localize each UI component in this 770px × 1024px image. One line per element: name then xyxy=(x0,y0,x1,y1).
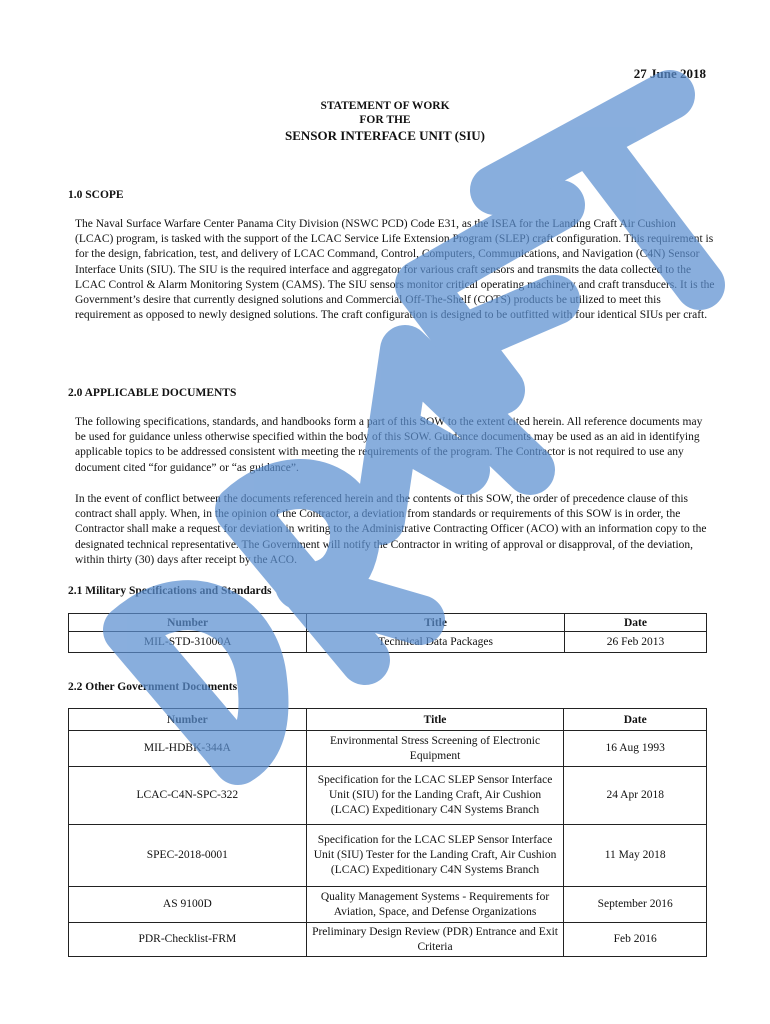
scope-paragraph: The Naval Surface Warfare Center Panama City Division (NSWC PCD) Code E31, as the ISEA for the Landing Craft Air Cushion (LCAC) program, is tasked with the support of the LCAC Service Life Extension Program (SLEP) craft configuration. This requirement is for the design, fabrication, test, and delivery of LCAC Command, Control, Computers, Communications, and Navigation (C4N) Sensor Interface Units (SIU). The SIU is the required interface and aggregator for various craft sensors and transmits the data collected to the LCAC Control & Alarm Monitoring System (CAMS). The SIU sensors monitor critical operating machinery and craft transducers. It is the Government’s desire that currently designed solutions and Commercial Off-The-Shelf (COTS) products be utilized to meet this requirement as opposed to newly designed solutions. The craft configuration is designed to be outfitted with four identical SIUs per craft. xyxy=(75,218,715,322)
applicable-paragraph-1: The following specifications, standards, and handbooks form a part of this SOW to the extent cited herein. All reference documents may be used for guidance unless otherwise specified within the body of this SOW. Guidance documents may be used as an aid in identifying applicable topics to be addressed consistent with meeting the requirements of the program. The Contractor is not required to use any document cited “for guidance” or “as guidance”. xyxy=(75,416,703,474)
column-header-number: Number xyxy=(69,709,307,731)
applicable-documents-heading: 2.0 APPLICABLE DOCUMENTS xyxy=(68,387,237,399)
title-line-2: FOR THE xyxy=(359,114,411,126)
title-line-3: SENSOR INTERFACE UNIT (SIU) xyxy=(285,128,485,143)
column-header-title: Title xyxy=(306,709,564,731)
table-row xyxy=(69,887,707,923)
cell-number: LCAC-C4N-SPC-322 xyxy=(69,767,307,825)
document-date: 27 June 2018 xyxy=(633,66,706,81)
cell-title: Technical Data Packages xyxy=(307,632,565,653)
military-specs-heading: 2.1 Military Specifications and Standards xyxy=(68,585,272,597)
cell-number: AS 9100D xyxy=(69,887,307,923)
cell-number: MIL-HDBK-344A xyxy=(69,731,307,767)
cell-date: September 2016 xyxy=(564,887,707,923)
table-row xyxy=(69,825,707,887)
table-row xyxy=(69,767,707,825)
cell-number: SPEC-2018-0001 xyxy=(69,825,307,887)
cell-title: Specification for the LCAC SLEP Sensor Interface Unit (SIU) Tester for the Landing Craft, Air Cushion (LCAC) Expeditionary C4N Systems Branch xyxy=(306,825,564,887)
other-government-docs-table xyxy=(68,708,707,957)
table-header-row xyxy=(69,709,707,731)
title-line-1: STATEMENT OF WORK xyxy=(320,100,450,112)
column-header-title: Title xyxy=(307,614,565,632)
table-header-row xyxy=(69,614,707,632)
cell-date: 24 Apr 2018 xyxy=(564,767,707,825)
cell-date: Feb 2016 xyxy=(564,923,707,957)
other-government-docs-heading: 2.2 Other Government Documents xyxy=(68,681,238,693)
applicable-paragraph-2: In the event of conflict between the documents referenced herein and the contents of this SOW, the order of precedence clause of this contract shall apply. When, in the opinion of the Contractor, a deviation from standards or requirements of this SOW is in order, the Contractor shall make a request for deviation in writing to the Administrative Contracting Officer (ACO) with an information copy to the designated technical representative. The Government will notify the Contractor in writing of approval or disapproval, of the deviation, within thirty (30) days after receipt by the ACO. xyxy=(75,493,707,566)
scope-heading: 1.0 SCOPE xyxy=(68,189,124,201)
cell-date: 26 Feb 2013 xyxy=(564,632,706,653)
cell-title: Quality Management Systems - Requirements for Aviation, Space, and Defense Organizations xyxy=(306,887,564,923)
cell-date: 11 May 2018 xyxy=(564,825,707,887)
column-header-number: Number xyxy=(69,614,307,632)
cell-number: PDR-Checklist-FRM xyxy=(69,923,307,957)
table-row xyxy=(69,731,707,767)
cell-number: MIL-STD-31000A xyxy=(69,632,307,653)
military-specs-table xyxy=(68,613,707,653)
cell-title: Preliminary Design Review (PDR) Entrance and Exit Criteria xyxy=(306,923,564,957)
column-header-date: Date xyxy=(564,614,706,632)
cell-title: Environmental Stress Screening of Electronic Equipment xyxy=(306,731,564,767)
cell-title: Specification for the LCAC SLEP Sensor Interface Unit (SIU) for the Landing Craft, Air Cushion (LCAC) Expeditionary C4N Systems Branch xyxy=(306,767,564,825)
document-title-block xyxy=(0,99,770,143)
column-header-date: Date xyxy=(564,709,707,731)
table-row xyxy=(69,632,707,653)
table-row xyxy=(69,923,707,957)
cell-date: 16 Aug 1993 xyxy=(564,731,707,767)
